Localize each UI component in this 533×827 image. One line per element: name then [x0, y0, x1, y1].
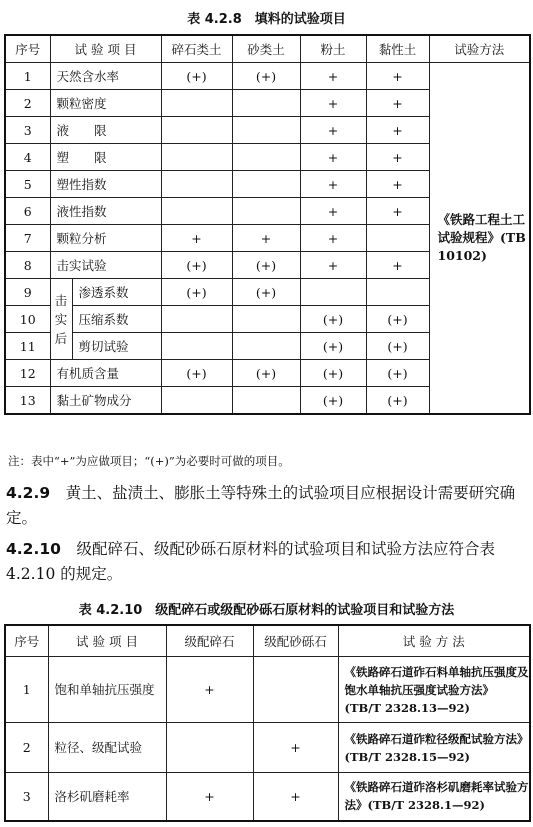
table1-caption: 表 4.2.8 填料的试验项目 — [187, 12, 346, 27]
cell-silt: + — [300, 117, 366, 144]
table-row — [5, 63, 530, 90]
clause-number: 4.2.10 — [6, 540, 61, 558]
group-label-char: 击 — [54, 292, 68, 308]
cell-sand: (+) — [232, 360, 300, 387]
table-row — [5, 723, 530, 773]
cell-graded-sandy-gravel: + — [253, 773, 338, 821]
cell-sand: (+) — [232, 279, 300, 306]
cell-silt: + — [300, 90, 366, 117]
cell-sand — [232, 387, 300, 415]
cell-sand — [232, 117, 300, 144]
graded-aggregate-test-table — [4, 624, 531, 822]
clause-number: 4.2.9 — [6, 484, 51, 502]
cell-clay: (+) — [366, 360, 429, 387]
cell-sand — [232, 144, 300, 171]
row-item: 击实试验 — [50, 252, 161, 279]
cell-sand: (+) — [232, 63, 300, 90]
row-item: 黏土矿物成分 — [50, 387, 161, 415]
cell-graded-sandy-gravel — [253, 657, 338, 723]
header-gravel-soil: 碎石类土 — [161, 35, 232, 63]
row-no: 10 — [5, 306, 50, 333]
row-item: 液性指数 — [50, 198, 161, 225]
row-no: 13 — [5, 387, 50, 415]
table1-header-row — [5, 35, 530, 63]
cell-clay — [366, 279, 429, 306]
cell-silt: + — [300, 171, 366, 198]
table-row — [5, 657, 530, 723]
cell-silt: (+) — [300, 360, 366, 387]
cell-gravel — [161, 117, 232, 144]
row-no: 7 — [5, 225, 50, 252]
cell-graded-sandy-gravel: + — [253, 723, 338, 773]
test-method-cell: 《铁路碎石道砟石料单轴抗压强度及饱水单轴抗压强度试验方法》(TB/T 2328.13—92) — [338, 657, 530, 723]
clause-text: 级配碎石、级配砂砾石原材料的试验项目和试验方法应符合表 4.2.10 的规定。 — [6, 540, 495, 583]
cell-graded-gravel: + — [166, 773, 253, 821]
cell-clay: + — [366, 171, 429, 198]
cell-clay: + — [366, 198, 429, 225]
row-item: 颗粒分析 — [50, 225, 161, 252]
table2-caption: 表 4.2.10 级配碎石或级配砂砾石原材料的试验项目和试验方法 — [78, 603, 455, 618]
cell-clay: + — [366, 144, 429, 171]
row-no: 8 — [5, 252, 50, 279]
cell-silt: + — [300, 252, 366, 279]
table1-note: 注：表中“+”为应做项目；“(+)”为必要时可做的项目。 — [8, 454, 290, 468]
cell-gravel — [161, 333, 232, 360]
header-silt: 粉土 — [300, 35, 366, 63]
header-sand-soil: 砂类土 — [232, 35, 300, 63]
cell-gravel — [161, 144, 232, 171]
cell-silt: + — [300, 198, 366, 225]
cell-gravel: (+) — [161, 279, 232, 306]
header-no: 序号 — [5, 35, 50, 63]
cell-silt: + — [300, 144, 366, 171]
cell-gravel — [161, 387, 232, 415]
cell-clay: + — [366, 90, 429, 117]
header-no: 序号 — [5, 625, 48, 657]
row-no: 2 — [5, 90, 50, 117]
row-no: 4 — [5, 144, 50, 171]
header-method: 试验方法 — [429, 35, 530, 63]
cell-clay: (+) — [366, 333, 429, 360]
group-label-char: 实 — [54, 311, 68, 327]
row-no: 9 — [5, 279, 50, 306]
row-item: 饱和单轴抗压强度 — [48, 657, 166, 723]
row-no: 3 — [5, 117, 50, 144]
table-row — [5, 773, 530, 821]
row-no: 5 — [5, 171, 50, 198]
cell-gravel — [161, 171, 232, 198]
cell-clay: + — [366, 252, 429, 279]
cell-gravel: + — [161, 225, 232, 252]
header-graded-gravel: 级配碎石 — [166, 625, 253, 657]
row-item: 有机质含量 — [50, 360, 161, 387]
header-item: 试 验 项 目 — [50, 35, 161, 63]
after-compaction-group-label — [50, 279, 72, 360]
cell-silt: (+) — [300, 387, 366, 415]
cell-gravel — [161, 198, 232, 225]
row-no: 3 — [5, 773, 48, 821]
test-method-cell: 《铁路工程土工试验规程》(TB 10102) — [429, 63, 530, 415]
row-item: 渗透系数 — [72, 279, 161, 306]
row-item: 粒径、级配试验 — [48, 723, 166, 773]
cell-clay: + — [366, 63, 429, 90]
cell-sand — [232, 333, 300, 360]
test-method-cell: 《铁路碎石道砟洛杉矶磨耗率试验方法》(TB/T 2328.1—92) — [338, 773, 530, 821]
header-method: 试 验 方 法 — [338, 625, 530, 657]
cell-silt: (+) — [300, 306, 366, 333]
cell-graded-gravel: + — [166, 657, 253, 723]
clause-text: 黄土、盐渍土、膨胀土等特殊土的试验项目应根据设计需要研究确定。 — [6, 484, 516, 527]
row-item: 天然含水率 — [50, 63, 161, 90]
row-item: 塑性指数 — [50, 171, 161, 198]
row-item: 洛杉矶磨耗率 — [48, 773, 166, 821]
row-item: 颗粒密度 — [50, 90, 161, 117]
row-no: 1 — [5, 657, 48, 723]
cell-sand — [232, 306, 300, 333]
row-no: 11 — [5, 333, 50, 360]
row-item: 液 限 — [50, 117, 161, 144]
row-no: 2 — [5, 723, 48, 773]
cell-sand — [232, 171, 300, 198]
row-item: 压缩系数 — [72, 306, 161, 333]
cell-clay — [366, 225, 429, 252]
row-no: 12 — [5, 360, 50, 387]
cell-graded-gravel — [166, 723, 253, 773]
cell-clay: + — [366, 117, 429, 144]
cell-sand — [232, 90, 300, 117]
row-item: 塑 限 — [50, 144, 161, 171]
cell-silt: + — [300, 63, 366, 90]
cell-gravel: (+) — [161, 63, 232, 90]
cell-gravel: (+) — [161, 252, 232, 279]
cell-silt — [300, 279, 366, 306]
table2-header-row — [5, 625, 530, 657]
cell-sand: (+) — [232, 252, 300, 279]
header-item: 试 验 项 目 — [48, 625, 166, 657]
cell-gravel — [161, 306, 232, 333]
cell-clay: (+) — [366, 387, 429, 415]
row-no: 6 — [5, 198, 50, 225]
cell-sand — [232, 198, 300, 225]
cell-gravel — [161, 90, 232, 117]
paragraph-4-2-9 — [6, 481, 528, 531]
paragraph-4-2-10 — [6, 537, 528, 587]
cell-sand: + — [232, 225, 300, 252]
cell-clay: (+) — [366, 306, 429, 333]
cell-silt: (+) — [300, 333, 366, 360]
row-item: 剪切试验 — [72, 333, 161, 360]
test-method-cell: 《铁路碎石道砟粒径级配试验方法》(TB/T 2328.15—92) — [338, 723, 530, 773]
cell-silt: + — [300, 225, 366, 252]
header-graded-sandy-gravel: 级配砂砾石 — [253, 625, 338, 657]
header-clay: 黏性土 — [366, 35, 429, 63]
row-no: 1 — [5, 63, 50, 90]
cell-gravel: (+) — [161, 360, 232, 387]
group-label-char: 后 — [54, 330, 68, 346]
fill-test-items-table — [4, 34, 531, 415]
